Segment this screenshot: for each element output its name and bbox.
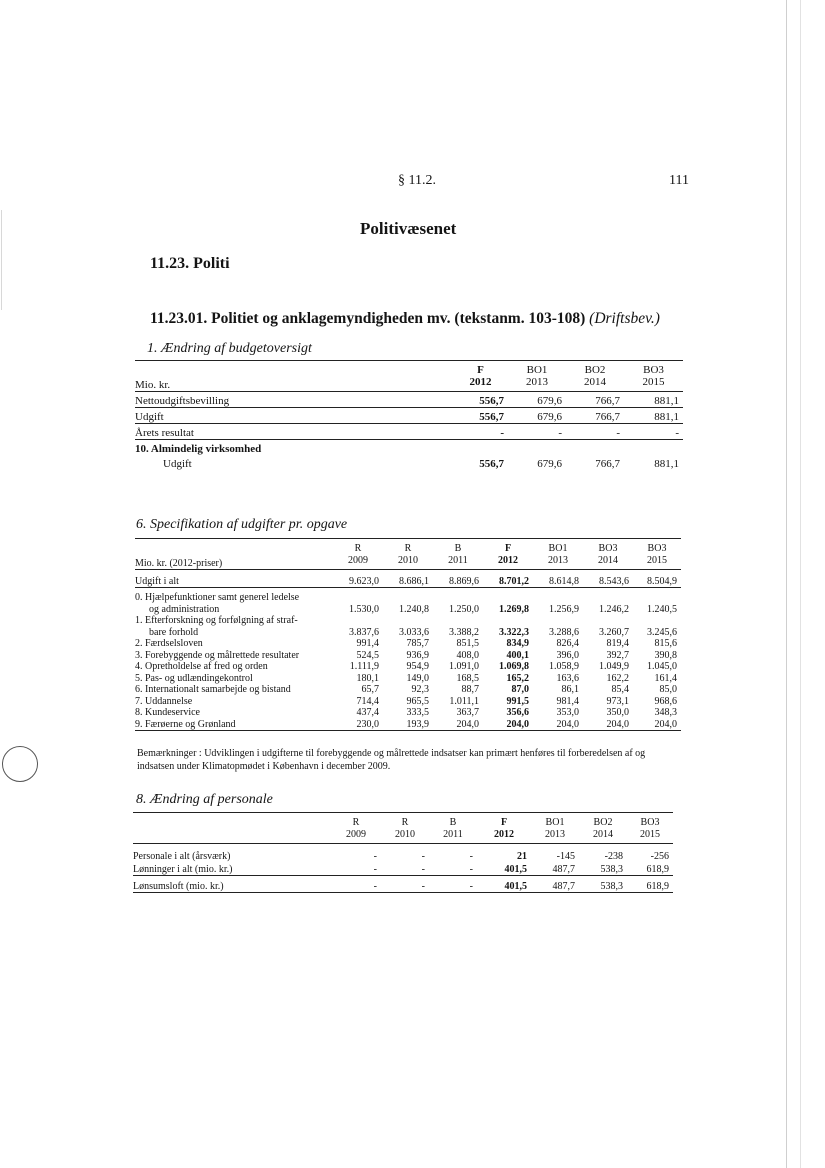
value-cell: 1.058,9 [549, 661, 579, 672]
value-cell: 556,7 [479, 457, 504, 470]
value-cell: 981,4 [556, 695, 579, 707]
section-title: 11.23.01. Politiet og anklagemyndigheden mv. (tekstanm. 103-108) [150, 310, 586, 327]
scan-edge-line [786, 0, 787, 1168]
table-row [135, 707, 681, 719]
value-cell: 679,6 [537, 394, 562, 407]
value-cell: 524,5 [356, 649, 379, 661]
column-type: BO3 [583, 539, 633, 555]
value-cell: 204,0 [533, 719, 583, 731]
column-type: B [429, 813, 477, 829]
column-year: 2015 [633, 555, 681, 570]
value-cell: 400,1 [506, 649, 529, 661]
value-cell: 230,0 [333, 719, 383, 731]
table3-heading: 8. Ændring af personale [136, 792, 273, 807]
value-cell: 3.322,3 [499, 626, 529, 638]
column-year: 2015 [627, 829, 673, 844]
value-cell: 973,1 [606, 695, 629, 707]
value-cell: 556,7 [453, 408, 508, 424]
column-type: BO1 [533, 539, 583, 555]
column-year: 2013 [508, 377, 566, 392]
value-cell [624, 440, 683, 456]
row-label: 4. Opretholdelse af fred og orden [135, 661, 268, 672]
table-row [135, 604, 681, 616]
value-cell: 618,9 [627, 876, 673, 893]
value-cell: - [566, 424, 624, 440]
value-cell: - [469, 863, 473, 875]
section-suffix: (Driftsbev.) [589, 310, 660, 327]
column-year: 2014 [579, 829, 627, 844]
value-cell: 968,6 [654, 695, 677, 707]
value-cell: - [373, 850, 377, 862]
column-type: BO3 [633, 539, 681, 555]
column-type: BO1 [508, 361, 566, 377]
header-row [135, 555, 681, 570]
value-cell: 348,3 [654, 707, 677, 718]
value-cell: 8.543,6 [583, 570, 633, 588]
table-row [135, 424, 683, 440]
value-cell: 204,0 [633, 719, 681, 731]
column-type: R [333, 539, 383, 555]
column-type: BO3 [627, 813, 673, 829]
value-cell: - [421, 863, 425, 875]
value-cell: 766,7 [595, 457, 620, 470]
value-cell: 881,1 [624, 408, 683, 424]
chapter-heading: 11.23. Politi [150, 255, 230, 272]
value-cell: 1.069,8 [499, 661, 529, 672]
value-cell: 991,5 [506, 695, 529, 707]
row-label: Lønsumsloft (mio. kr.) [133, 876, 331, 893]
value-cell: 3.245,6 [647, 626, 677, 638]
value-cell [508, 440, 566, 456]
table-row [135, 627, 681, 639]
value-cell: 86,1 [561, 684, 579, 695]
value-cell: 149,0 [406, 672, 429, 684]
value-cell: 3.388,2 [449, 626, 479, 638]
row-label: og administration [149, 603, 220, 615]
value-cell: -238 [604, 850, 623, 862]
header-paragraph: § 11.2. [398, 173, 436, 188]
value-cell: - [421, 850, 425, 862]
punch-hole-mark [2, 746, 38, 782]
column-year: 2012 [453, 377, 508, 392]
column-year: 2015 [624, 377, 683, 392]
value-cell: 390,8 [654, 649, 677, 661]
column-year: 2009 [331, 829, 381, 844]
scan-edge-line [1, 210, 2, 310]
column-type: BO3 [624, 361, 683, 377]
row-label: 0. Hjælpefunktioner samt generel ledelse [135, 592, 300, 603]
value-cell: 333,5 [406, 707, 429, 718]
value-cell: - [453, 424, 508, 440]
row-label: Udgift [135, 408, 453, 424]
column-year: 2011 [433, 555, 483, 570]
table-row [135, 392, 683, 408]
value-cell: 193,9 [383, 719, 433, 731]
value-cell: 556,7 [479, 394, 504, 407]
value-cell: 437,4 [356, 707, 379, 718]
value-cell: 161,4 [654, 672, 677, 684]
column-type: BO2 [579, 813, 627, 829]
column-year: 2012 [483, 555, 533, 570]
column-type: R [383, 539, 433, 555]
value-cell: 785,7 [406, 638, 429, 649]
value-cell: -256 [650, 850, 669, 862]
value-cell: 356,6 [506, 707, 529, 718]
value-cell: 353,0 [556, 707, 579, 718]
table-row [135, 588, 681, 604]
value-cell: 65,7 [361, 684, 379, 695]
value-cell: 3.033,6 [399, 626, 429, 638]
header-row [135, 361, 683, 377]
row-label: 9. Færøerne og Grønland [135, 719, 333, 731]
column-type: F [483, 539, 533, 555]
value-cell: 396,0 [556, 649, 579, 661]
row-label: 6. Internationalt samarbejde og bistand [135, 684, 291, 695]
scan-edge-line [800, 0, 801, 1168]
table-row [135, 615, 681, 627]
column-type: F [477, 813, 531, 829]
value-cell: 3.260,7 [599, 626, 629, 638]
table-row [135, 684, 681, 696]
value-cell: 1.256,9 [549, 603, 579, 615]
value-cell: 8.686,1 [383, 570, 433, 588]
row-label: 5. Pas- og udlændingekontrol [135, 672, 253, 684]
value-cell: 487,7 [552, 863, 575, 875]
value-cell: 401,5 [477, 876, 531, 893]
value-cell: -145 [556, 850, 575, 862]
value-cell: 618,9 [646, 863, 669, 875]
value-cell: 204,0 [583, 719, 633, 731]
value-cell: 204,0 [433, 719, 483, 731]
header-row [133, 829, 673, 844]
value-cell: 163,6 [556, 672, 579, 684]
column-year: 2013 [533, 555, 583, 570]
value-cell: 85,4 [611, 684, 629, 695]
value-cell: 538,3 [600, 863, 623, 875]
row-label: Udgift i alt [135, 570, 333, 588]
value-cell: 826,4 [556, 638, 579, 649]
value-cell: 1.240,8 [399, 603, 429, 615]
value-cell: 350,0 [606, 707, 629, 718]
value-cell: 92,3 [411, 684, 429, 695]
value-cell: 3.837,6 [349, 626, 379, 638]
table-row [133, 876, 673, 893]
table-row [133, 844, 673, 863]
value-cell: 162,2 [606, 672, 629, 684]
value-cell: 1.240,5 [647, 603, 677, 615]
value-cell: - [429, 876, 477, 893]
value-cell: 21 [517, 850, 527, 862]
value-cell: 679,6 [508, 408, 566, 424]
value-cell: 487,7 [531, 876, 579, 893]
value-cell: 766,7 [595, 394, 620, 407]
table-row [133, 862, 673, 876]
value-cell: 815,6 [654, 638, 677, 649]
column-year: 2013 [531, 829, 579, 844]
value-cell: 538,3 [579, 876, 627, 893]
unit-label: Mio. kr. [135, 377, 453, 392]
value-cell: 87,0 [511, 684, 529, 695]
value-cell: 408,0 [456, 649, 479, 661]
unit-label [133, 829, 331, 844]
column-type: B [433, 539, 483, 555]
row-label: Årets resultat [135, 424, 453, 440]
value-cell: 1.091,0 [449, 661, 479, 672]
row-label: Personale i alt (årsværk) [133, 850, 231, 862]
value-cell: - [624, 424, 683, 440]
personnel-table [133, 812, 673, 893]
value-cell: 834,9 [506, 638, 529, 649]
column-year: 2010 [381, 829, 429, 844]
value-cell: 88,7 [461, 684, 479, 695]
column-type: R [381, 813, 429, 829]
value-cell: 881,1 [654, 394, 679, 407]
header-spacer [135, 539, 333, 555]
value-cell: 851,5 [456, 638, 479, 649]
value-cell: 8.614,8 [533, 570, 583, 588]
header-spacer [135, 361, 453, 377]
table-row [135, 638, 681, 650]
value-cell: 1.530,0 [349, 603, 379, 615]
budget-overview-table [135, 360, 683, 470]
column-type: BO2 [566, 361, 624, 377]
value-cell: 9.623,0 [333, 570, 383, 588]
column-year: 2014 [583, 555, 633, 570]
value-cell: 1.049,9 [599, 661, 629, 672]
value-cell: 766,7 [566, 408, 624, 424]
section-heading [150, 310, 660, 328]
header-row [133, 813, 673, 829]
value-cell: 1.111,9 [349, 661, 379, 672]
value-cell: 714,4 [356, 695, 379, 707]
value-cell: 165,2 [506, 672, 529, 684]
header-row [135, 377, 683, 392]
value-cell: 1.045,0 [647, 661, 677, 672]
table-row [135, 440, 683, 456]
table1-heading: 1. Ændring af budgetoversigt [147, 341, 312, 356]
value-cell: 168,5 [456, 672, 479, 684]
value-cell: 1.246,2 [599, 603, 629, 615]
value-cell: 3.288,6 [549, 626, 579, 638]
value-cell [453, 440, 508, 456]
value-cell: 8.701,2 [483, 570, 533, 588]
row-label: Udgift [163, 457, 192, 470]
table2-remark: Bemærkninger : Udviklingen i udgifterne til forebyggende og målrettede indsatser kan primært henføres til forberedelsen af og indsatsen under Klimatopmødet i København i december 2009. [137, 748, 646, 772]
table2-heading: 6. Specifikation af udgifter pr. opgave [136, 517, 348, 532]
value-cell: - [331, 876, 381, 893]
table-row [135, 696, 681, 708]
page-title: Politivæsenet [360, 219, 457, 238]
row-label: 10. Almindelig virksomhed [135, 440, 453, 456]
value-cell: - [508, 424, 566, 440]
column-type: F [453, 361, 508, 377]
value-cell: 881,1 [654, 457, 679, 470]
row-label: Nettoudgiftsbevilling [135, 394, 230, 407]
table-row [135, 719, 681, 731]
table-row [135, 673, 681, 685]
value-cell: 204,0 [483, 719, 533, 731]
value-cell: 679,6 [537, 457, 562, 470]
column-type: BO1 [531, 813, 579, 829]
value-cell: 363,7 [456, 707, 479, 718]
value-cell: 819,4 [606, 638, 629, 649]
row-label: 7. Uddannelse [135, 695, 193, 707]
value-cell [566, 440, 624, 456]
value-cell: 1.011,1 [449, 695, 479, 707]
page-number: 111 [669, 173, 689, 188]
value-cell: 936,9 [406, 649, 429, 661]
header-spacer [133, 813, 331, 829]
value-cell: 392,7 [606, 649, 629, 661]
value-cell: - [469, 850, 473, 862]
expense-spec-table [135, 538, 681, 731]
column-year: 2011 [429, 829, 477, 844]
table-row [135, 650, 681, 662]
row-label: 8. Kundeservice [135, 707, 200, 718]
row-label: 2. Færdselsloven [135, 638, 203, 649]
column-year: 2009 [333, 555, 383, 570]
value-cell: 85,0 [659, 684, 677, 695]
table-row [135, 408, 683, 424]
value-cell: 1.250,0 [449, 603, 479, 615]
column-type: R [331, 813, 381, 829]
table-row [135, 455, 683, 470]
value-cell: 180,1 [356, 672, 379, 684]
value-cell: 954,9 [406, 661, 429, 672]
row-label: 3. Forebyggende og målrettede resultater [135, 649, 300, 661]
value-cell: - [381, 876, 429, 893]
table-row [135, 661, 681, 673]
row-label: Lønninger i alt (mio. kr.) [133, 863, 233, 875]
row-label: bare forhold [149, 626, 199, 638]
value-cell: 401,5 [504, 863, 527, 875]
column-year: 2010 [383, 555, 433, 570]
column-year: 2012 [477, 829, 531, 844]
value-cell: 965,5 [406, 695, 429, 707]
row-label: 1. Efterforskning og forfølgning af straf- [135, 615, 298, 626]
value-cell: 1.269,8 [499, 603, 529, 615]
unit-label: Mio. kr. (2012-priser) [135, 555, 333, 570]
column-year: 2014 [566, 377, 624, 392]
value-cell: 8.504,9 [633, 570, 681, 588]
total-row [135, 570, 681, 588]
value-cell: 991,4 [356, 638, 379, 649]
header-row [135, 539, 681, 555]
value-cell: 8.869,6 [433, 570, 483, 588]
value-cell: - [373, 863, 377, 875]
